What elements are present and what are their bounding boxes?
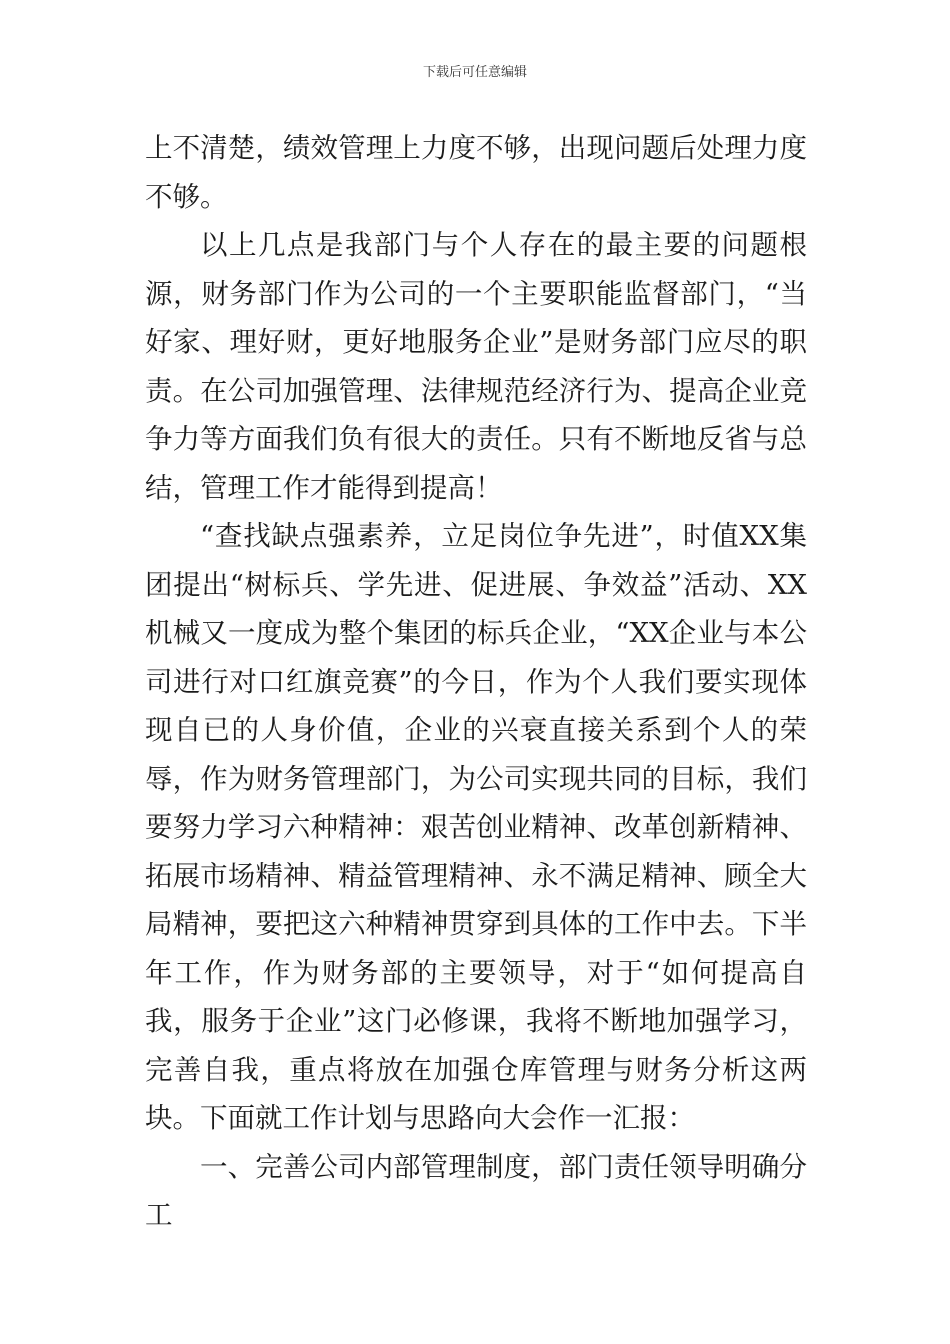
section-heading-one: 一、完善公司内部管理制度，部门责任领导明确分工 (145, 1150, 807, 1231)
page-header: 下载后可任意编辑 (422, 65, 527, 80)
paragraph-six-spirits: “查找缺点强素养，立足岗位争先进”，时值XX集团提出“树标兵、学先进、促进展、争效益”活动、XX机械又一度成为整个集团的标兵企业，“XX企业与本公司进行对口红旗竞赛”的今日，作为个人我们要实现体现自已的人身价值，企业的兴衰直接关系到个人的荣辱，作为财务管理部门，为公司实现共同的目标，我们要努力学习六种精神：艰苦创业精神、改革创新精神、拓展市场精神、精益管理精神、永不满足精神、顾全大局精神，要把这六种精神贯穿到具体的工作中去。下半年工作，作为财务部的主要领导，对于“如何提高自我，服务于企业”这门必修课，我将不断地加强学习，完善自我，重点将放在加强仓库管理与财务分析这两块。下面就工作计划与思路向大会作一汇报： (145, 520, 807, 1134)
paragraph-continuation: 上不清楚，绩效管理上力度不够，出现问题后处理力度不够。 (145, 132, 807, 213)
paragraph-problem-summary: 以上几点是我部门与个人存在的最主要的问题根源，财务部门作为公司的一个主要职能监督部门，“当好家、理好财，更好地服务企业”是财务部门应尽的职责。在公司加强管理、法律规范经济行为、提高企业竞争力等方面我们负有很大的责任。只有不断地反省与总结，管理工作才能得到提高！ (145, 229, 807, 504)
document-body (145, 124, 807, 1240)
